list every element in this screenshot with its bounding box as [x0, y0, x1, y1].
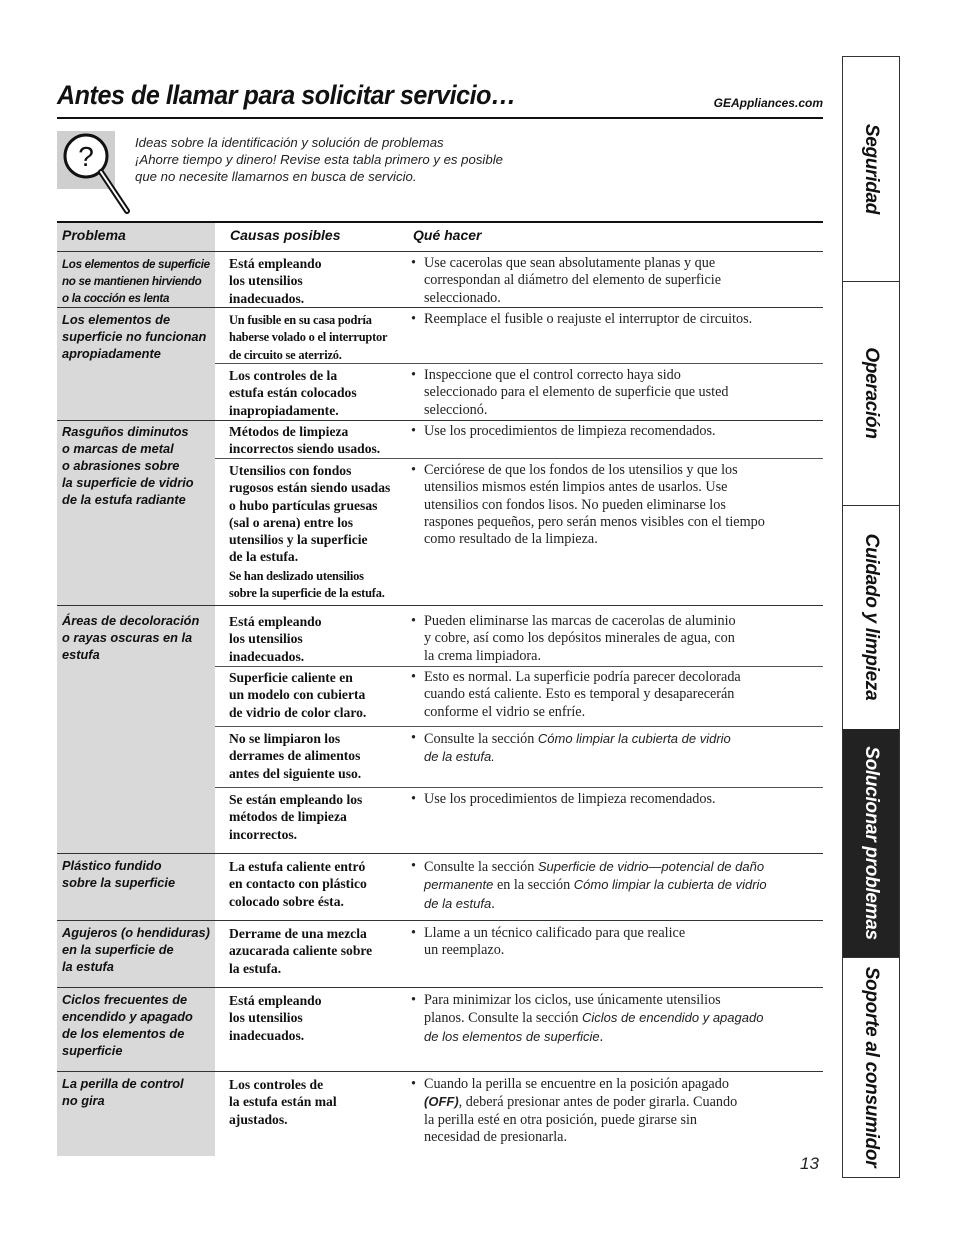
- todo-line: Use los procedimientos de limpieza recomendados.: [424, 423, 716, 439]
- problem-line: Ciclos frecuentes de: [62, 992, 188, 1007]
- cause-cell: [229, 791, 425, 843]
- cause-line: métodos de limpieza: [229, 809, 347, 825]
- problem-cell: [62, 1075, 214, 1109]
- todo-line: utensilios mismos estén limpios antes de usarlos. Use: [424, 479, 728, 496]
- table-subrule: [215, 666, 823, 667]
- column-header-todo: Qué hacer: [413, 227, 482, 243]
- cause-line: antes del siguiente uso.: [229, 765, 362, 781]
- column-header-causes: Causas posibles: [230, 227, 341, 243]
- todo-line: Inspeccione que el control correcto haya sido: [424, 367, 681, 383]
- todo-line: Pueden eliminarse las marcas de cacerolas de aluminio: [424, 613, 736, 629]
- cause-line: inapropiadamente.: [229, 402, 339, 418]
- todo-line: seleccionó.: [424, 401, 488, 418]
- problem-line: o marcas de metal: [62, 441, 174, 456]
- problem-line: de la estufa radiante: [62, 492, 186, 507]
- bullet-icon: •: [411, 311, 416, 327]
- todo-line: como resultado de la limpieza.: [424, 531, 598, 548]
- cause-line: incorrectos siendo usados.: [229, 441, 381, 457]
- cause-line: Superficie caliente en: [229, 670, 353, 685]
- bullet-icon: •: [411, 255, 416, 271]
- problem-cell: [62, 423, 214, 508]
- bullet-icon: •: [411, 992, 416, 1008]
- todo-text: .: [599, 1028, 604, 1045]
- cause-line: La estufa caliente entró: [229, 859, 366, 874]
- todo-line: [424, 1028, 821, 1046]
- website-label: GEAppliances.com: [713, 96, 823, 110]
- tab-operacion[interactable]: [843, 281, 899, 506]
- section-reference: de los elementos de superficie: [424, 1028, 600, 1044]
- title-rule: [57, 117, 823, 119]
- problem-line: superficie: [62, 1043, 123, 1058]
- intro-line: ¡Ahorre tiempo y dinero! Revise esta tabla primero y es posible: [135, 152, 503, 167]
- table-subrule: [215, 363, 823, 364]
- table-subrule: [215, 458, 823, 459]
- bullet-icon: •: [411, 858, 416, 874]
- cause-line: inadecuados.: [229, 1027, 305, 1043]
- problem-cell: [62, 311, 214, 362]
- todo-line: raspones pequeños, pero serán menos visibles con el tiempo: [424, 513, 765, 530]
- cause-line: No se limpiaron los: [229, 731, 341, 746]
- cause-line: los utensilios: [229, 273, 303, 289]
- section-reference: Ciclos de encendido y apagado: [582, 1010, 764, 1026]
- todo-cell: [411, 367, 821, 419]
- cause-line: de vidrio de color claro.: [229, 704, 367, 720]
- todo-cell: [411, 791, 821, 808]
- cause-line: en contacto con plástico: [229, 876, 367, 892]
- cause-line: Está empleando: [229, 256, 322, 271]
- table-subrule: [215, 787, 823, 788]
- problem-line: Plástico fundido: [62, 858, 162, 873]
- todo-line: Cuando la perilla se encuentre en la posición apagado: [424, 1076, 729, 1092]
- section-tabs: [842, 56, 900, 1178]
- todo-text: .: [491, 895, 495, 912]
- cause-cell: [229, 925, 425, 977]
- page-number: 13: [800, 1154, 819, 1173]
- problem-line: La perilla de control: [62, 1076, 184, 1091]
- cause-cell: [229, 462, 425, 566]
- cause-cell: [229, 858, 425, 910]
- problem-cell: [62, 256, 214, 307]
- cause-cell: [229, 255, 425, 307]
- problem-line: Agujeros (o hendiduras): [62, 925, 210, 940]
- table-rule: [57, 605, 823, 606]
- cause-cell: [229, 992, 425, 1044]
- section-reference: Cómo limpiar la cubierta de vidrio: [537, 731, 731, 746]
- table-rule: [57, 221, 823, 223]
- bullet-icon: •: [411, 423, 416, 439]
- cause-line: haberse volado o el interruptor: [229, 330, 388, 345]
- todo-line: utensilios con fondos lisos. No pueden eliminarse los: [424, 496, 726, 513]
- todo-line: un reemplazo.: [424, 942, 505, 959]
- tab-label: Solucionar problemas: [861, 746, 882, 940]
- todo-cell: [411, 423, 821, 440]
- cause-line: Utensilios con fondos: [229, 463, 352, 478]
- cause-line: la estufa.: [229, 960, 282, 976]
- todo-line: conforme el vidrio se enfríe.: [424, 703, 586, 720]
- problem-line: o rayas oscuras en la: [62, 630, 193, 645]
- table-rule: [57, 987, 823, 988]
- cause-line: Está empleando: [229, 614, 322, 629]
- problem-cell: [62, 857, 214, 891]
- section-reference: Cómo limpiar la cubierta de vidrio: [573, 877, 767, 893]
- todo-cell: [411, 925, 821, 960]
- todo-cell: [411, 255, 821, 307]
- cause-line: azucarada caliente sobre: [229, 943, 373, 959]
- table-rule: [57, 853, 823, 854]
- cause-line: Está empleando: [229, 993, 322, 1008]
- problem-line: apropiadamente: [62, 346, 161, 361]
- cause-cell: [229, 613, 425, 665]
- cause-line: o hubo partículas gruesas: [229, 497, 378, 513]
- svg-text:?: ?: [78, 141, 94, 172]
- cause-line: derrames de alimentos: [229, 748, 361, 764]
- tab-seguridad[interactable]: [843, 57, 899, 282]
- todo-line: Reemplace el fusible o reajuste el interruptor de circuitos.: [424, 311, 753, 327]
- problem-cell: [62, 612, 214, 663]
- todo-line: y cobre, así como los depósitos minerales de agua, con: [424, 630, 735, 647]
- section-reference: de la estufa: [424, 895, 492, 911]
- bullet-icon: •: [411, 730, 416, 746]
- todo-line: [424, 895, 821, 913]
- problem-line: Los elementos de superficie: [62, 258, 210, 271]
- tab-soporte-al-consumidor[interactable]: [843, 957, 899, 1177]
- cause-cell: [229, 568, 425, 603]
- cause-line: de circuito se aterrizó.: [229, 347, 342, 362]
- intro-line: que no necesite llamarnos en busca de servicio.: [135, 169, 417, 184]
- cause-line: rugosos están siendo usadas: [229, 480, 391, 496]
- problem-cell: [62, 924, 214, 975]
- bullet-icon: •: [411, 925, 416, 941]
- cause-line: Los controles de: [229, 1077, 324, 1092]
- problem-line: sobre la superficie: [62, 875, 176, 890]
- cause-line: Derrame de una mezcla: [229, 926, 367, 941]
- todo-line: Llame a un técnico calificado para que realice: [424, 925, 686, 941]
- todo-line: seleccionado.: [424, 289, 501, 306]
- cause-cell: [229, 367, 425, 419]
- todo-text: planos. Consulte la sección: [424, 1010, 583, 1027]
- todo-text: en la sección: [493, 877, 574, 894]
- problem-line: o la cocción es lenta: [62, 292, 170, 305]
- todo-cell: [411, 669, 821, 721]
- cause-line: ajustados.: [229, 1111, 288, 1127]
- cause-line: incorrectos.: [229, 826, 298, 842]
- cause-line: los utensilios: [229, 1010, 303, 1026]
- cause-line: (sal o arena) entre los: [229, 514, 354, 530]
- bullet-icon: •: [411, 367, 416, 383]
- table-rule: [57, 251, 823, 252]
- table-rule: [57, 420, 823, 421]
- problem-line: encendido y apagado: [62, 1009, 193, 1024]
- todo-text: Consulte la sección: [424, 731, 538, 747]
- todo-line: [424, 858, 821, 876]
- todo-line: necesidad de presionarla.: [424, 1128, 567, 1145]
- tab-label: Seguridad: [861, 123, 882, 215]
- todo-line: la crema limpiadora.: [424, 647, 541, 664]
- problem-cell: [62, 991, 214, 1059]
- cause-cell: [229, 1076, 425, 1128]
- cause-line: colocado sobre ésta.: [229, 893, 344, 909]
- problem-line: de los elementos de: [62, 1026, 185, 1041]
- todo-line: la perilla esté en otra posición, puede girarse sin: [424, 1111, 698, 1128]
- cause-line: un modelo con cubierta: [229, 687, 366, 703]
- problem-line: o abrasiones sobre: [62, 458, 180, 473]
- cause-line: la estufa están mal: [229, 1094, 337, 1110]
- page-title: Antes de llamar para solicitar servicio…: [57, 80, 516, 110]
- todo-line: [424, 730, 821, 748]
- section-reference: de la estufa.: [424, 749, 495, 765]
- bullet-icon: •: [411, 669, 416, 685]
- todo-text: Consulte la sección: [424, 859, 538, 875]
- tab-label: Operación: [861, 347, 882, 439]
- todo-cell: [411, 858, 821, 913]
- todo-line: [424, 1009, 821, 1027]
- table-rule: [57, 920, 823, 921]
- todo-cell: [411, 992, 821, 1046]
- tab-cuidado-y-limpieza[interactable]: [843, 505, 899, 730]
- todo-line: Cerciórese de que los fondos de los utensilios y que los: [424, 462, 738, 478]
- todo-line: correspondan al diámetro del elemento de superficie: [424, 272, 722, 289]
- section-reference: permanente: [424, 877, 494, 893]
- problem-line: Rasguños diminutos: [62, 424, 189, 439]
- cause-line: inadecuados.: [229, 290, 305, 306]
- section-reference: Superficie de vidrio—potencial de daño: [537, 859, 765, 874]
- problem-line: Áreas de decoloración: [62, 613, 200, 628]
- cause-line: estufa están colocados: [229, 385, 357, 401]
- tab-solucionar-problemas[interactable]: [843, 729, 899, 958]
- todo-line: Esto es normal. La superficie podría parecer decolorada: [424, 669, 741, 685]
- todo-cell: [411, 1076, 821, 1146]
- problem-line: la superficie de vidrio: [62, 475, 194, 490]
- question-mark-magnifier-icon: [57, 131, 137, 219]
- todo-cell: [411, 613, 821, 665]
- column-header-problem: Problema: [62, 227, 126, 243]
- cause-line: inadecuados.: [229, 648, 305, 664]
- table-rule: [57, 307, 823, 308]
- bullet-icon: •: [411, 462, 416, 478]
- todo-line: [424, 748, 821, 766]
- intro-line: Ideas sobre la identificación y solución de problemas: [135, 135, 444, 150]
- problem-line: estufa: [62, 647, 100, 662]
- intro-text: [135, 134, 555, 185]
- todo-line: Use los procedimientos de limpieza recomendados.: [424, 791, 716, 807]
- table-rule: [57, 1071, 823, 1072]
- todo-line: seleccionado para el elemento de superficie que usted: [424, 384, 729, 401]
- table-subrule: [215, 726, 823, 727]
- cause-cell: [229, 312, 425, 364]
- tab-label: Soporte al consumidor: [861, 966, 882, 1168]
- todo-cell: [411, 730, 821, 767]
- cause-line: de la estufa.: [229, 549, 299, 565]
- problem-line: superficie no funcionan: [62, 329, 207, 344]
- cause-line: Un fusible en su casa podría: [229, 313, 372, 327]
- todo-line: [424, 876, 821, 894]
- cause-line: Se han deslizado utensilios: [229, 569, 364, 583]
- tab-label: Cuidado y limpieza: [861, 533, 882, 701]
- todo-line: cuando está caliente. Esto es temporal y desaparecerán: [424, 686, 735, 703]
- cause-cell: [229, 730, 425, 782]
- todo-line: Use cacerolas que sean absolutamente planas y que: [424, 255, 716, 271]
- cause-line: los utensilios: [229, 631, 303, 647]
- todo-line: [424, 1093, 821, 1111]
- problem-line: no se mantienen hirviendo: [62, 275, 202, 288]
- problem-line: Los elementos de: [62, 312, 171, 327]
- cause-cell: [229, 423, 425, 458]
- off-keyword: (OFF): [424, 1094, 459, 1110]
- cause-line: Métodos de limpieza: [229, 424, 349, 439]
- cause-line: utensilios y la superficie: [229, 532, 368, 548]
- todo-text: , deberá presionar antes de poder girarla. Cuando: [458, 1094, 738, 1111]
- bullet-icon: •: [411, 1076, 416, 1092]
- todo-cell: [411, 462, 821, 548]
- cause-cell: [229, 669, 425, 721]
- problem-line: no gira: [62, 1093, 105, 1108]
- cause-line: Se están empleando los: [229, 792, 363, 807]
- cause-line: Los controles de la: [229, 368, 338, 383]
- todo-line: Para minimizar los ciclos, use únicamente utensilios: [424, 992, 721, 1008]
- bullet-icon: •: [411, 613, 416, 629]
- problem-line: la estufa: [62, 959, 114, 974]
- problem-line: en la superficie de: [62, 942, 174, 957]
- todo-cell: [411, 311, 821, 328]
- cause-line: sobre la superficie de la estufa.: [229, 586, 385, 601]
- bullet-icon: •: [411, 791, 416, 807]
- troubleshooting-table: [57, 221, 823, 1156]
